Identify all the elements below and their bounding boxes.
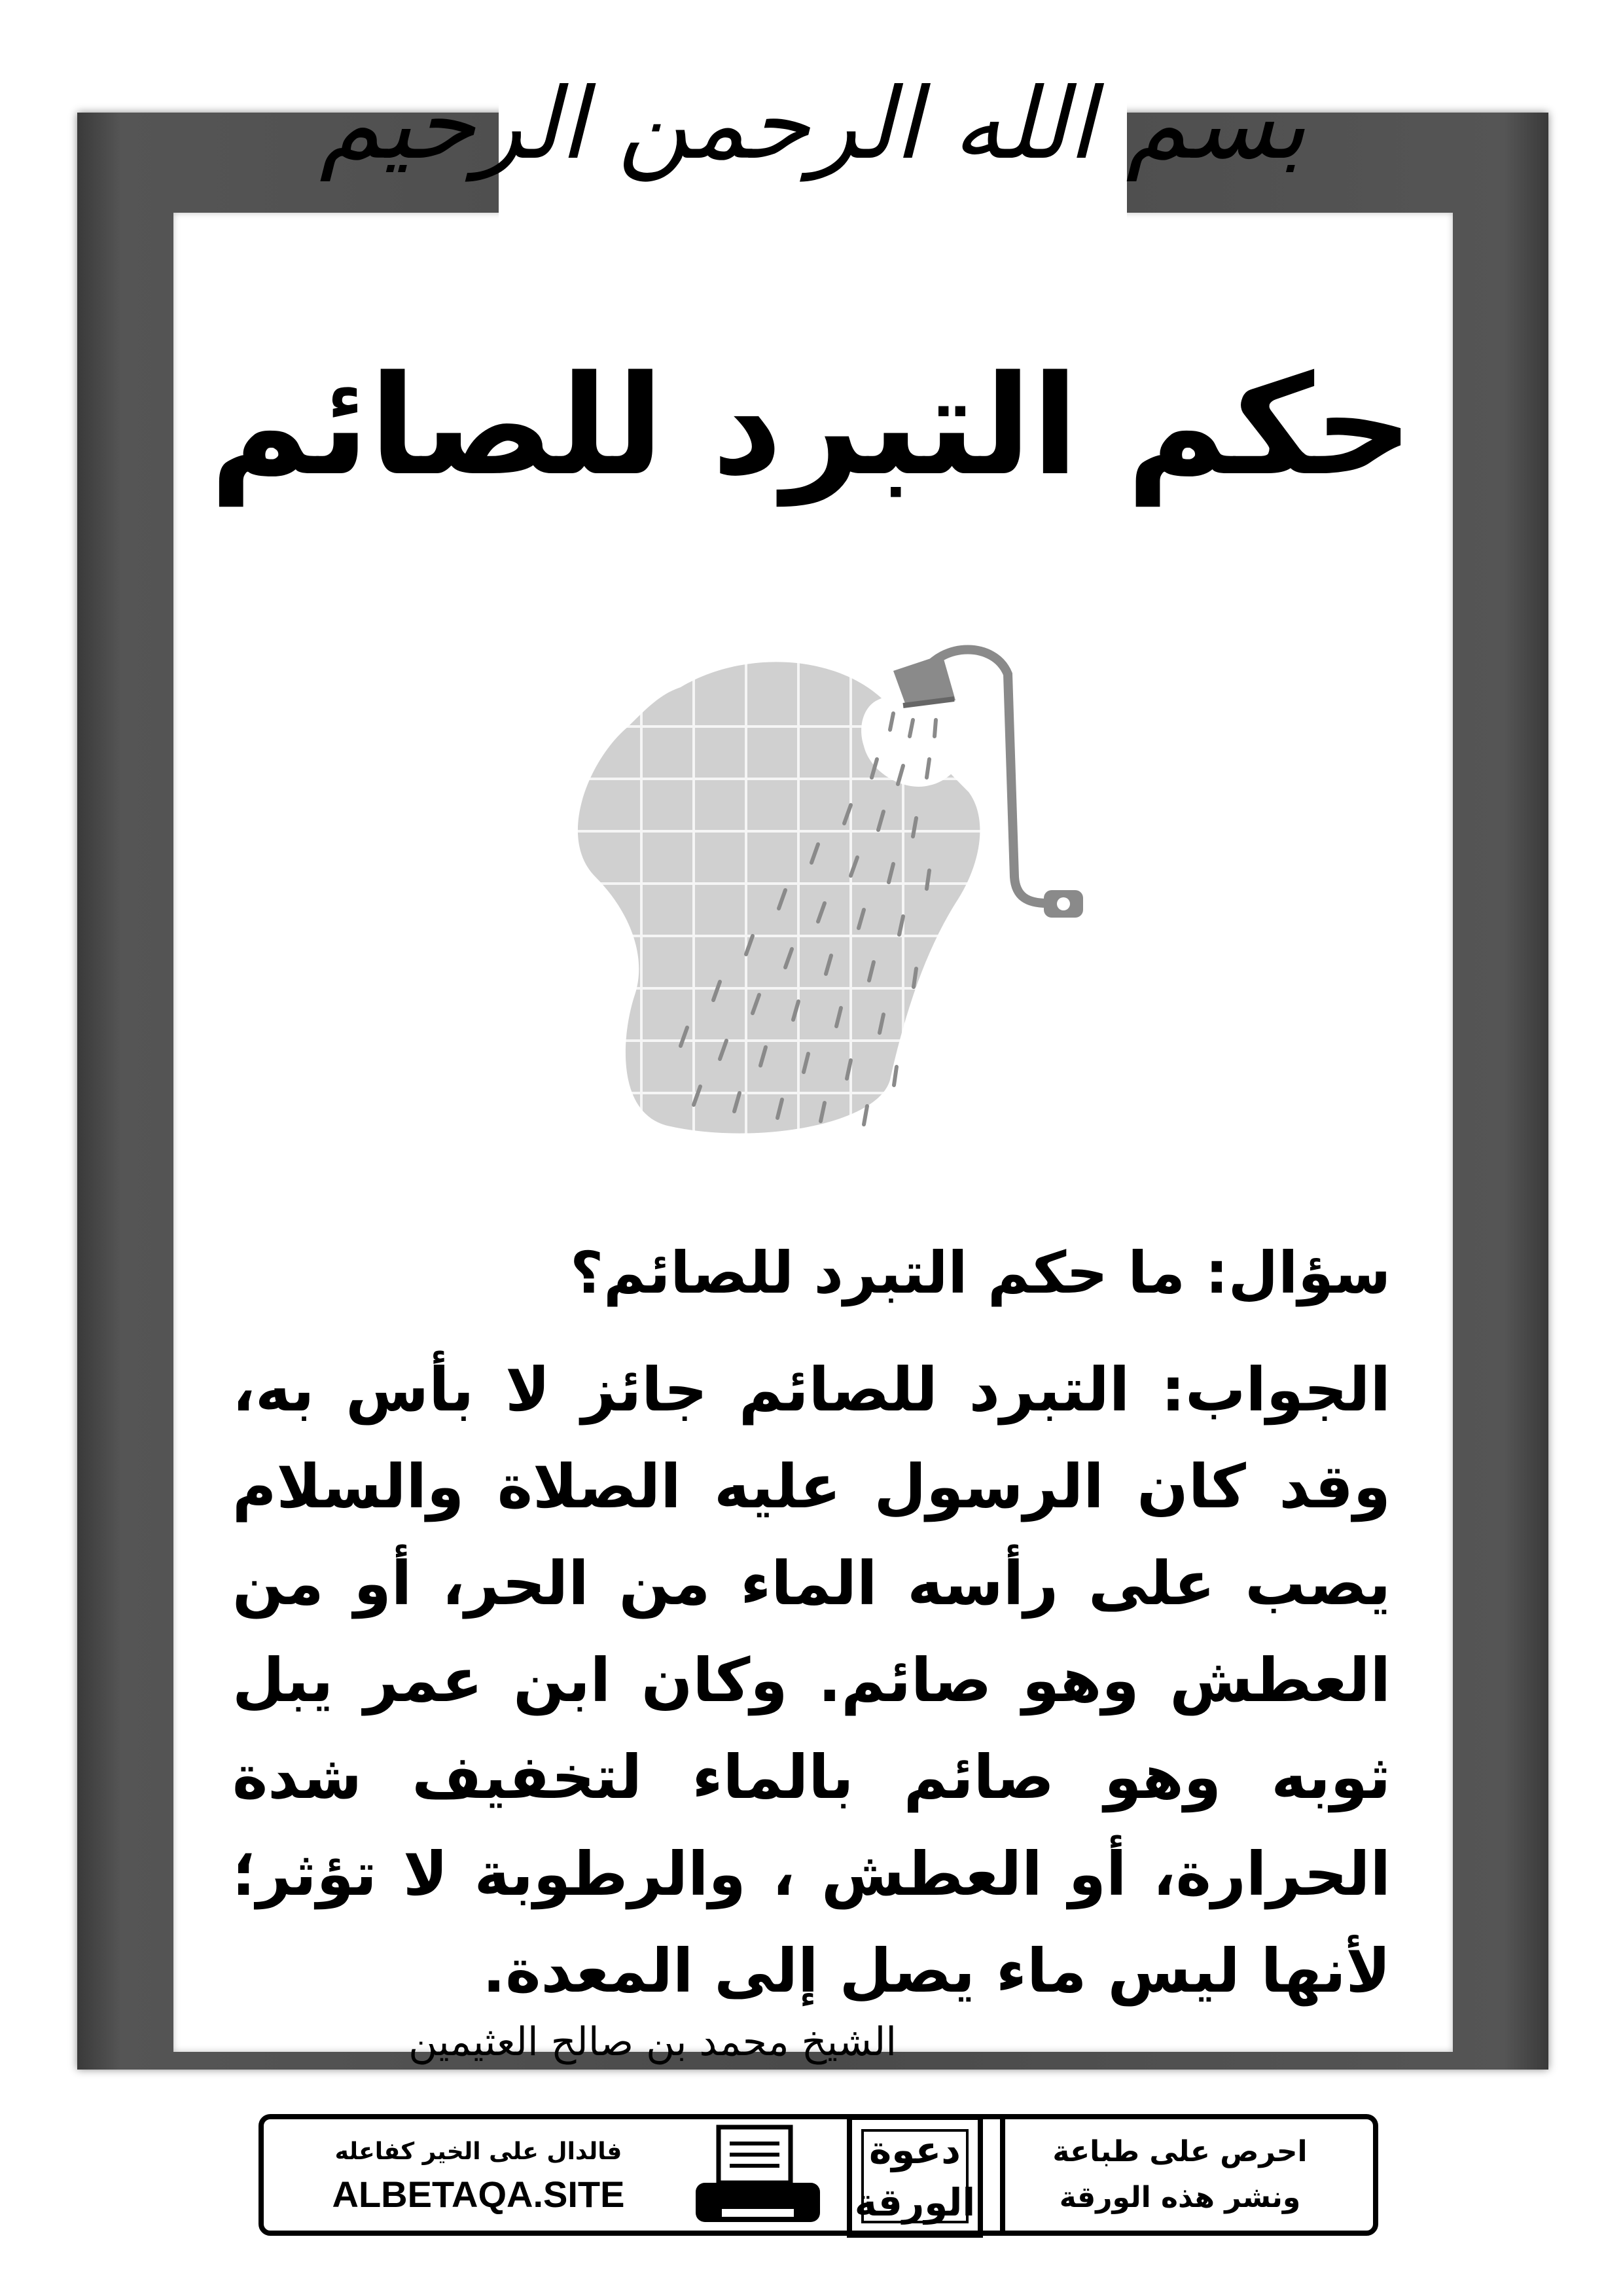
footer-appeal-line-1: احرص على طباعة: [1052, 2135, 1308, 2168]
question-answer-block: [232, 1224, 1391, 2020]
logo-line-1: دعوة: [869, 2128, 961, 2172]
logo-mark: [840, 2108, 990, 2245]
shower-icon: [537, 628, 1113, 1139]
footer-print-appeal: [1007, 2119, 1353, 2231]
footer-divider: [1000, 2119, 1005, 2231]
footer-website: ALBETAQA.SITE: [332, 2174, 625, 2215]
footer-banner: [259, 2114, 1378, 2236]
answer-text: الجواب: التبرد للصائم جائز لا بأس به، وقد كان الرسول عليه الصلاة والسلام يصب على رأسه الماء من الحر، أو من العطش وهو صائم. وكان ابن عمر يبل ثوبه وهو صائم بالماء لتخفيف شدة الحرارة، أو العطش ، والرطوبة لا تؤثر؛ لأنها ليس ماء يصل إلى المعدة.: [232, 1355, 1391, 2006]
logo-text: [840, 2108, 990, 2245]
question-text: سؤال: ما حكم التبرد للصائم؟: [570, 1239, 1391, 1306]
printer-icon: [683, 2114, 833, 2238]
footer-slogan: فالدال على الخير كفاعله: [334, 2138, 622, 2165]
author-name: الشيخ محمد بن صالح العثيمين: [408, 2019, 897, 2065]
footer-appeal-line-2: ونشر هذه الورقة: [1059, 2181, 1301, 2214]
basmala: بسم الله الرحمن الرحيم: [319, 67, 1306, 181]
footer-website-block: [276, 2119, 681, 2231]
page-title: حكم التبرد للصائم: [209, 345, 1414, 506]
logo-line-2: الورقة: [854, 2180, 976, 2225]
